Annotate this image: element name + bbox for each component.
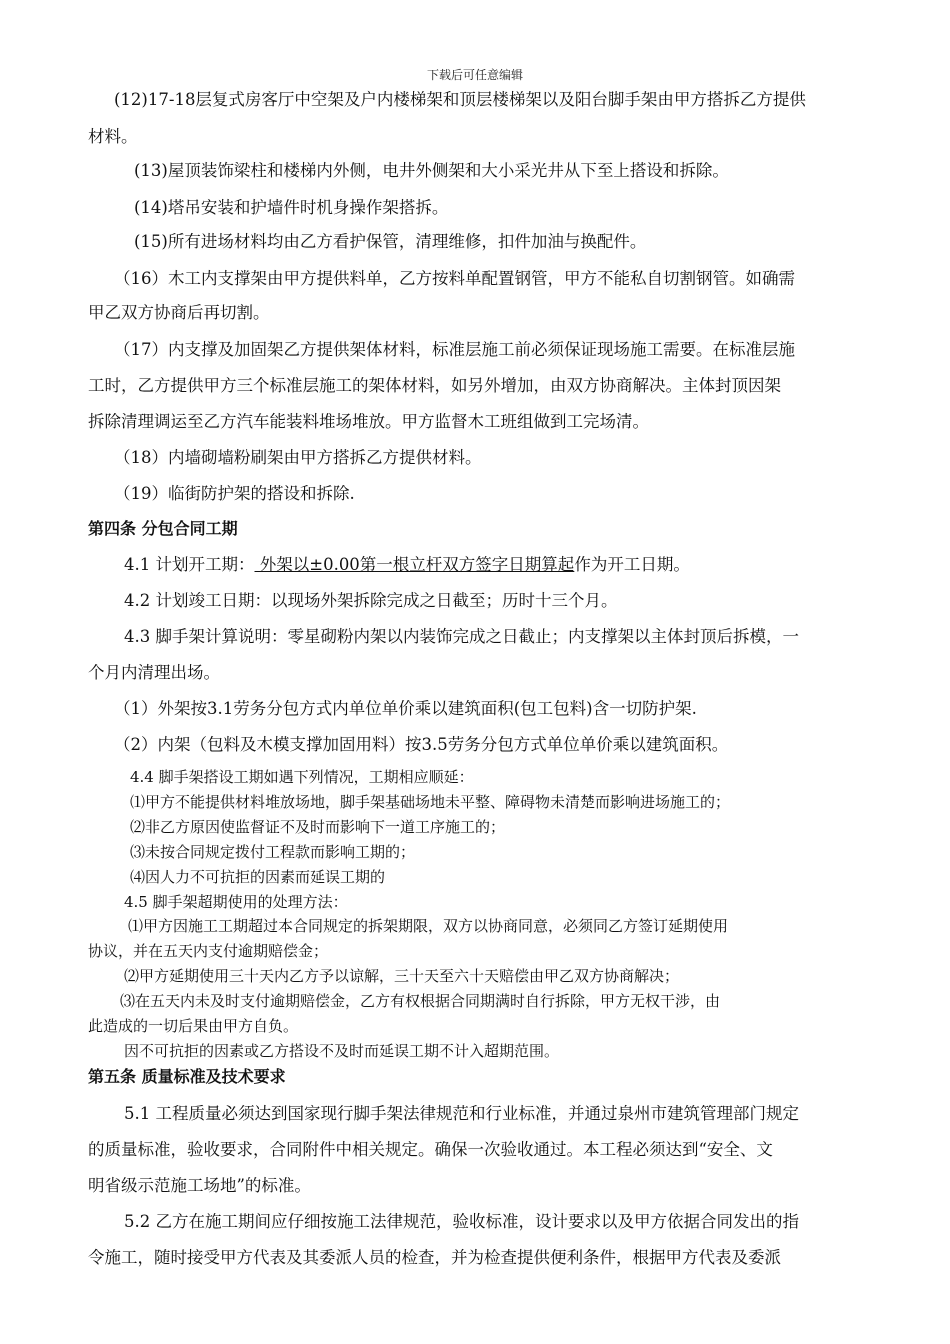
page-header: 下载后可任意编辑: [426, 68, 523, 82]
text-line: 因不可抗拒的因素或乙方搭设不及时而延误工期不计入超期范围。: [124, 1042, 560, 1060]
field-label: 4.1 计划开工期：: [124, 555, 255, 574]
text-line: （1）外架按3.1劳务分包方式内单位单价乘以建筑面积(包工包料)含一切防护架.: [114, 699, 697, 718]
text-line: ⑵非乙方原因使监督证不及时而影响下一道工序施工的；: [130, 818, 506, 836]
section-heading: 第四条 分包合同工期: [88, 519, 238, 538]
text-line: 5.2 乙方在施工期间应仔细按施工法律规范，验收标准，设计要求以及甲方依据合同发出的指: [124, 1212, 799, 1231]
text-line: （16）木工内支撑架由甲方提供料单，乙方按料单配置钢管，甲方不能私自切割钢管。如确需: [114, 269, 795, 288]
text-line: 令施工，随时接受甲方代表及其委派人员的检查，并为检查提供便利条件，根据甲方代表及委派: [88, 1248, 781, 1267]
text-line: 甲乙双方协商后再切割。: [88, 303, 270, 322]
text-line: (14)塔吊安装和护墙件时机身操作架搭拆。: [134, 198, 449, 217]
underlined-value: 外架以±0.00第一根立杆双方签字日期算起: [254, 555, 575, 574]
text-line: （17）内支撑及加固架乙方提供架体材料，标准层施工前必须保证现场施工需要。在标准层施: [114, 340, 795, 359]
text-line: ⑶未按合同规定拨付工程款而影响工期的；: [130, 843, 416, 861]
text-line: ⑴甲方因施工工期超过本合同规定的拆架期限，双方以协商同意，必须同乙方签订延期使用: [128, 917, 729, 935]
text-line: 4.4 脚手架搭设工期如遇下列情况，工期相应顺延：: [130, 768, 474, 786]
text-line: 此造成的一切后果由甲方自负。: [88, 1017, 299, 1035]
text-line: 工时，乙方提供甲方三个标准层施工的架体材料，如另外增加，由双方协商解决。主体封顶因架: [88, 376, 781, 395]
text-line: 4.5 脚手架超期使用的处理方法：: [124, 893, 348, 911]
text-line: （18）内墙砌墙粉刷架由甲方搭拆乙方提供材料。: [114, 448, 482, 467]
text-line: [124, 551, 690, 575]
text-line: ⑴甲方不能提供材料堆放场地，脚手架基础场地未平整、障碍物未清楚而影响进场施工的；: [130, 793, 731, 811]
text-line: 的质量标准，验收要求，合同附件中相关规定。确保一次验收通过。本工程必须达到“安全、文: [88, 1140, 773, 1159]
text-line: 5.1 工程质量必须达到国家现行脚手架法律规范和行业标准，并通过泉州市建筑管理部门规定: [124, 1104, 799, 1123]
text-line: （2）内架（包料及木模支撑加固用料）按3.5劳务分包方式单位单价乘以建筑面积。: [114, 735, 729, 754]
text-line: 明省级示范施工场地”的标准。: [88, 1176, 311, 1195]
text-line: (12)17-18层复式房客厅中空架及户内楼梯架和顶层楼梯架以及阳台脚手架由甲方搭拆乙方提供: [114, 90, 806, 109]
section-heading: 第五条 质量标准及技术要求: [88, 1067, 286, 1086]
text-line: ⑵甲方延期使用三十天内乙方予以谅解，三十天至六十天赔偿由甲乙双方协商解决；: [124, 967, 680, 985]
text-line: ⑶在五天内未及时支付逾期赔偿金，乙方有权根据合同期满时自行拆除，甲方无权干涉，由: [120, 992, 721, 1010]
text-line: 拆除清理调运至乙方汽车能装料堆场堆放。甲方监督木工班组做到工完场清。: [88, 412, 649, 431]
text-line: ⑷因人力不可抗拒的因素而延误工期的: [130, 868, 386, 886]
text-line: 4.3 脚手架计算说明：零星砌粉内架以内装饰完成之日截止；内支撑架以主体封顶后拆模，一: [124, 627, 799, 646]
text-line: 个月内清理出场。: [88, 663, 220, 682]
text-line: (15)所有进场材料均由乙方看护保管，清理维修，扣件加油与换配件。: [134, 232, 647, 251]
text-line: 4.2 计划竣工日期：以现场外架拆除完成之日截至；历时十三个月。: [124, 591, 618, 610]
text-run: 作为开工日期。: [574, 555, 690, 574]
text-line: （19）临街防护架的搭设和拆除.: [114, 484, 355, 503]
text-line: (13)屋顶装饰梁柱和楼梯内外侧，电井外侧架和大小采光井从下至上搭设和拆除。: [134, 161, 729, 180]
text-line: 材料。: [88, 127, 138, 146]
text-line: 协议，并在五天内支付逾期赔偿金；: [88, 942, 329, 960]
